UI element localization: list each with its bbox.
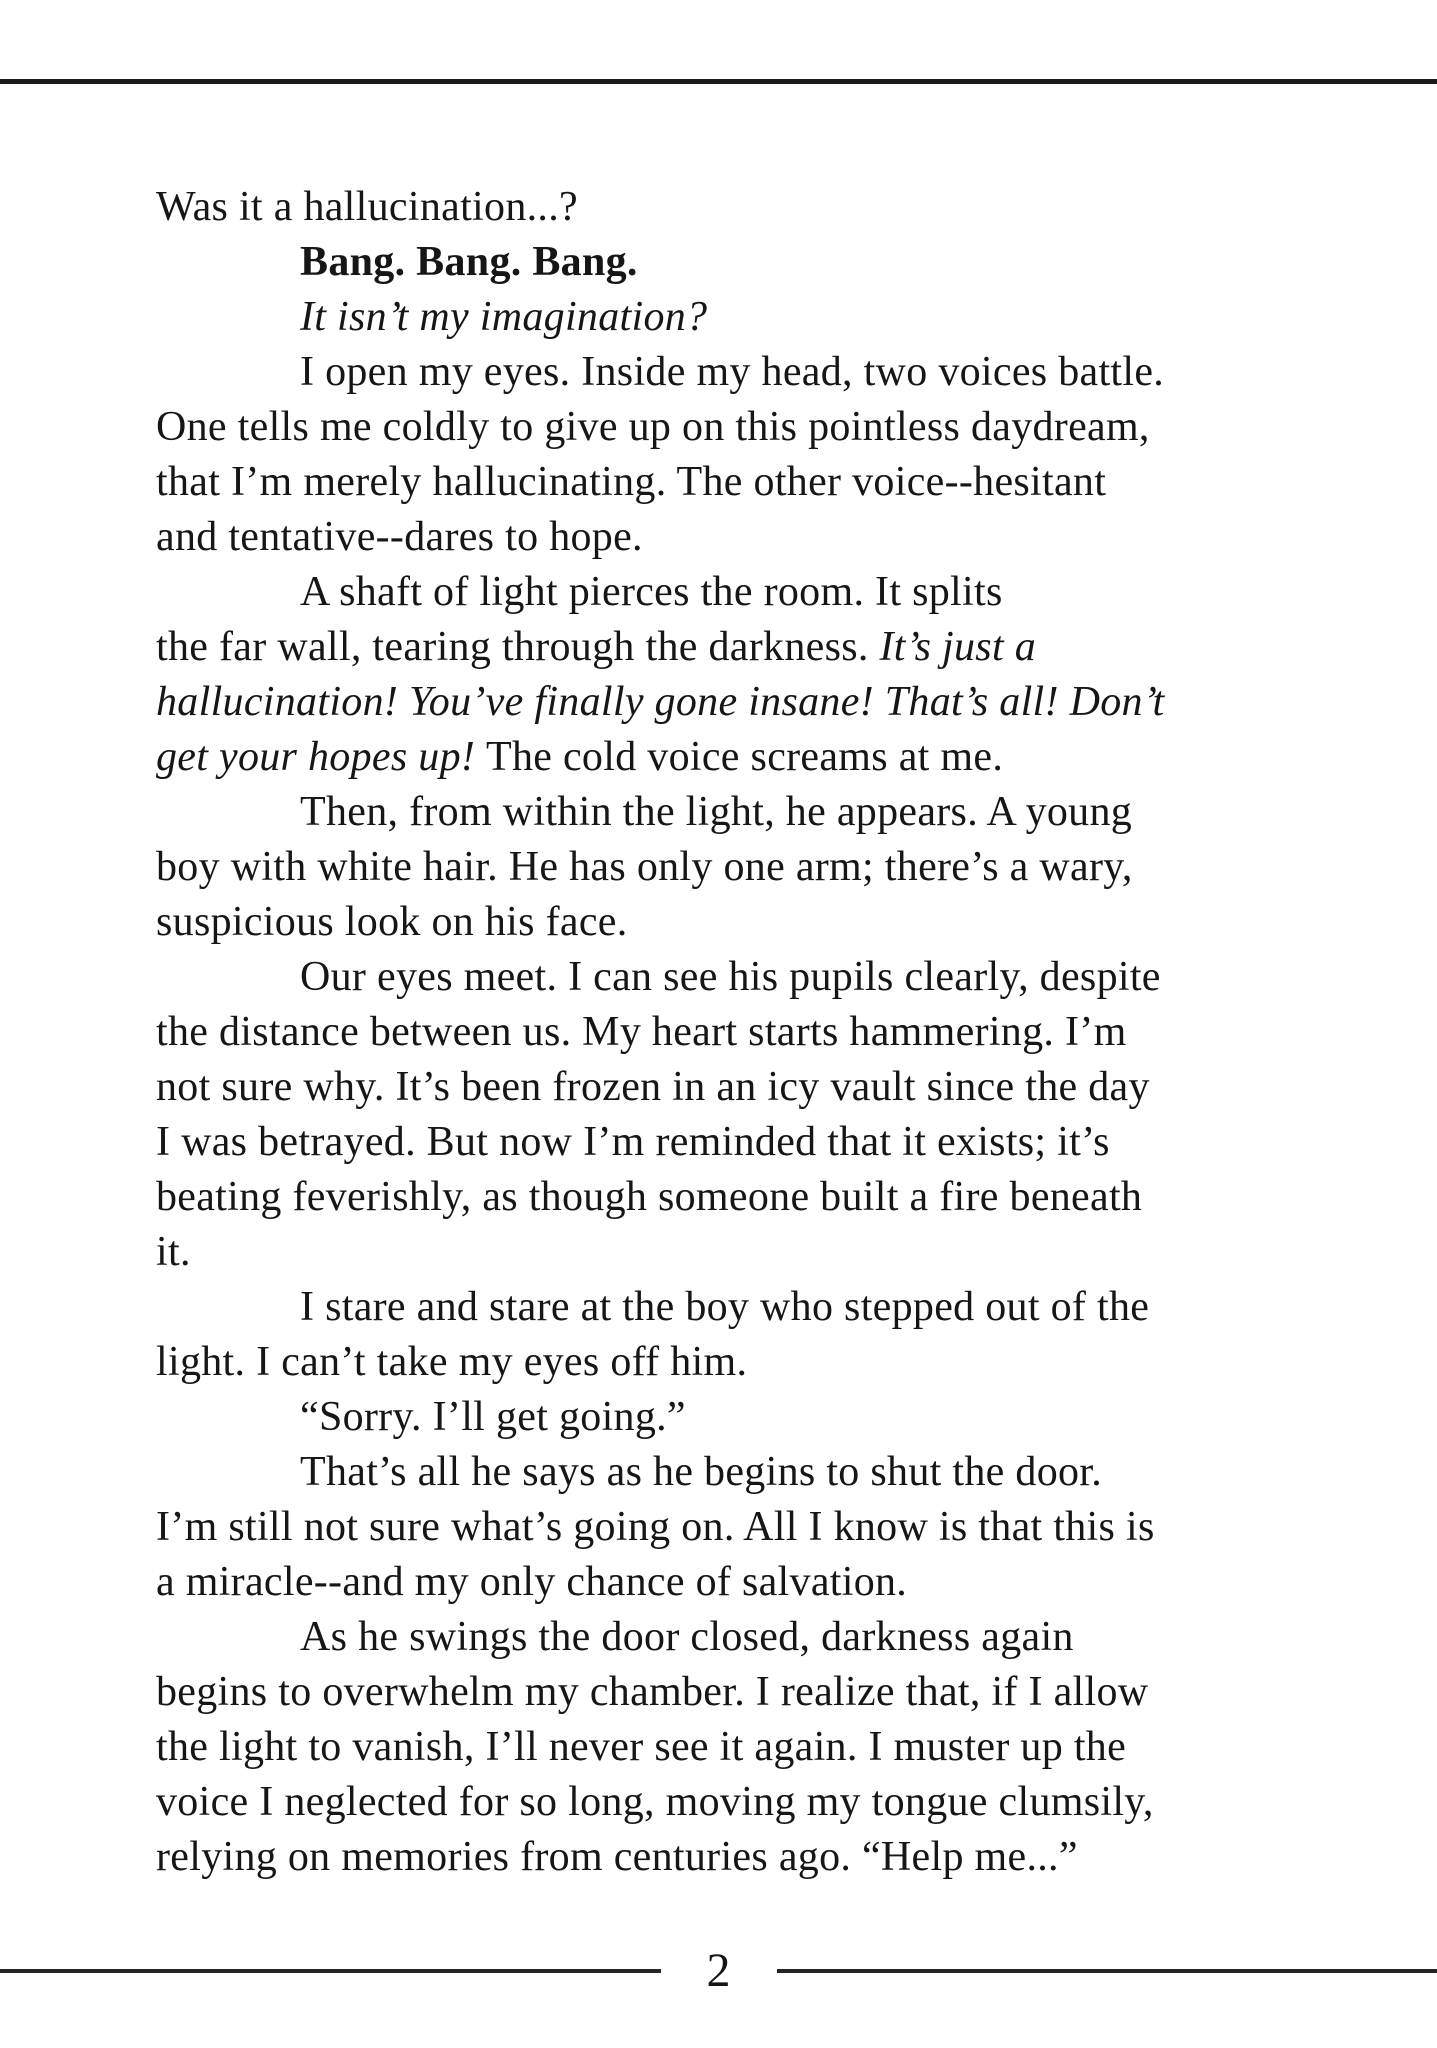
text-segment: suspicious look on his face. [156, 899, 628, 945]
text-line [156, 785, 1306, 840]
text-line [156, 1500, 1306, 1555]
text-segment: A shaft of light pierces the room. It splits [300, 569, 1003, 615]
text-segment: That’s all he says as he begins to shut the door. [300, 1449, 1103, 1495]
text-segment: As he swings the door closed, darkness again [300, 1614, 1074, 1660]
text-line [156, 455, 1306, 510]
text-segment: “Sorry. I’ll get going.” [300, 1394, 686, 1440]
text-segment: begins to overwhelm my chamber. I realize that, if I allow [156, 1669, 1149, 1715]
text-segment: that I’m merely hallucinating. The other voice--hesitant [156, 459, 1107, 505]
page-footer [0, 1942, 1437, 2000]
text-segment: Then, from within the light, he appears. A young [300, 789, 1133, 835]
text-line [156, 1390, 1306, 1445]
text-line [156, 1170, 1306, 1225]
text-line [156, 510, 1306, 565]
text-segment: get your hopes up! [156, 734, 486, 780]
text-segment: hallucination! You’ve finally gone insane! That’s all! Don’t [156, 679, 1165, 725]
text-segment: a miracle--and my only chance of salvation. [156, 1559, 908, 1605]
text-line [156, 675, 1306, 730]
text-line [156, 1005, 1306, 1060]
text-line [156, 565, 1306, 620]
top-rule [0, 79, 1437, 84]
text-line [156, 1555, 1306, 1610]
text-segment: Our eyes meet. I can see his pupils clearly, despite [300, 954, 1161, 1000]
text-segment: voice I neglected for so long, moving my tongue clumsily, [156, 1779, 1154, 1825]
text-segment: One tells me coldly to give up on this pointless daydream, [156, 404, 1150, 450]
text-line [156, 1225, 1306, 1280]
text-segment: It’s just a [879, 624, 1037, 670]
text-segment: It isn’t my imagination? [300, 294, 708, 340]
text-segment: beating feverishly, as though someone built a fire beneath [156, 1174, 1143, 1220]
text-line [156, 1610, 1306, 1665]
text-segment: light. I can’t take my eyes off him. [156, 1339, 748, 1385]
text-line [156, 950, 1306, 1005]
body-text [156, 180, 1306, 1885]
text-segment: I was betrayed. But now I’m reminded that it exists; it’s [156, 1119, 1110, 1165]
text-line [156, 895, 1306, 950]
text-line [156, 840, 1306, 895]
text-line [156, 1720, 1306, 1775]
text-segment: relying on memories from centuries ago. “Help me...” [156, 1834, 1078, 1880]
text-segment: Was it a hallucination...? [156, 184, 578, 230]
text-segment: boy with white hair. He has only one arm; there’s a wary, [156, 844, 1133, 890]
text-segment: it. [156, 1229, 191, 1275]
text-line [156, 1280, 1306, 1335]
text-line [156, 345, 1306, 400]
text-line [156, 1060, 1306, 1115]
text-segment: the light to vanish, I’ll never see it again. I muster up the [156, 1724, 1127, 1770]
text-line [156, 1830, 1306, 1885]
text-line [156, 730, 1306, 785]
text-segment: not sure why. It’s been frozen in an icy vault since the day [156, 1064, 1150, 1110]
text-line [156, 235, 1306, 290]
page-number: 2 [706, 1944, 731, 1997]
text-segment: the far wall, tearing through the darkness. [156, 624, 880, 670]
text-line [156, 290, 1306, 345]
text-line [156, 400, 1306, 455]
text-line [156, 180, 1306, 235]
text-segment: The cold voice screams at me. [485, 734, 1004, 780]
footer-rule-left [0, 1969, 661, 1973]
text-segment: I stare and stare at the boy who stepped out of the [300, 1284, 1150, 1330]
text-segment: the distance between us. My heart starts hammering. I’m [156, 1009, 1127, 1055]
text-line [156, 1665, 1306, 1720]
text-line [156, 1115, 1306, 1170]
text-line [156, 620, 1306, 675]
text-line [156, 1335, 1306, 1390]
text-line [156, 1775, 1306, 1830]
text-segment: I open my eyes. Inside my head, two voices battle. [300, 349, 1165, 395]
text-segment: Bang. Bang. Bang. [300, 239, 638, 285]
text-segment: and tentative--dares to hope. [156, 514, 643, 560]
text-line [156, 1445, 1306, 1500]
footer-rule-right [777, 1969, 1437, 1973]
text-segment: I’m still not sure what’s going on. All I know is that this is [156, 1504, 1155, 1550]
